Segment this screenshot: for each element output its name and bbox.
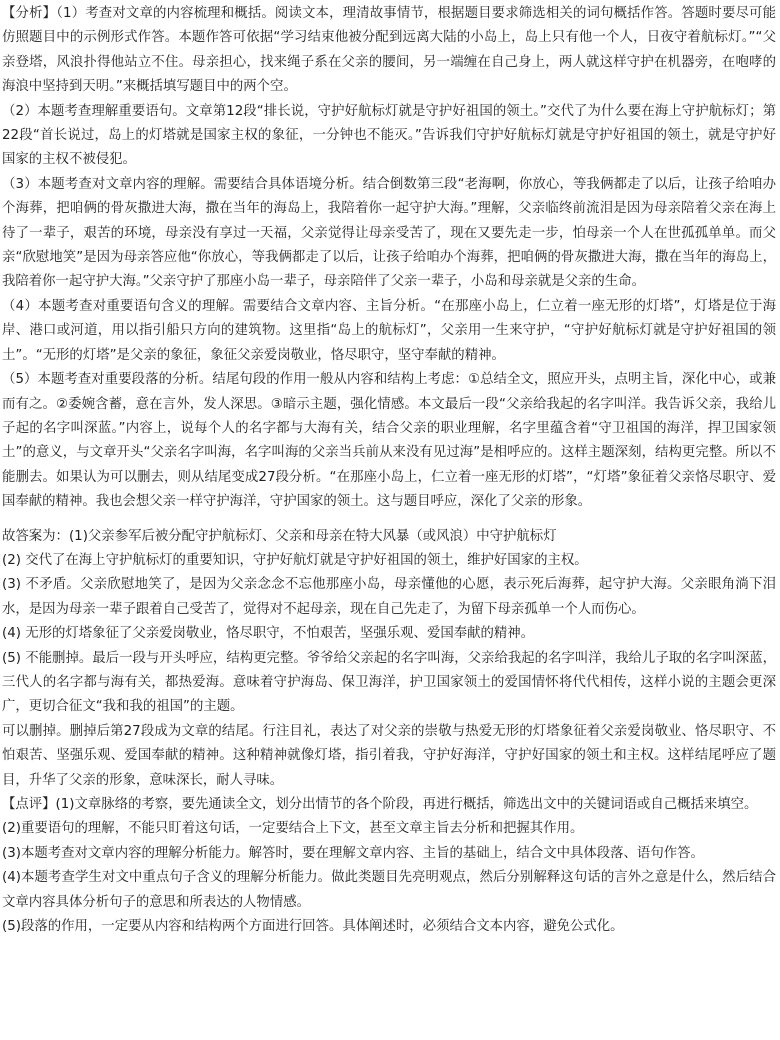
- analysis-paragraph-4: （4）本题考查对重要语句含义的理解。需要结合文章内容、主旨分析。“在那座小岛上，仁立着一座无形的灯塔”，灯塔是位于海岸、港口或河道，用以指引船只方向的建筑物。这里指“岛上的航标灯”，父亲用一生来守护，“守护好航标灯就是守护好祖国的领土”。“无形的灯塔”是父亲的象征，象征父亲爱岗敬业，恪尽职守，坚守奉献的精神。: [2, 298, 776, 363]
- comment-item-2: (2)重要语句的理解，不能只盯着这句话，一定要结合上下文，甚至文章主旨去分析和把握其作用。: [2, 821, 584, 837]
- comment-item-5: (5)段落的作用，一定要从内容和结构两个方面进行回答。具体阐述时，必须结合文本内容，避免公式化。: [2, 919, 624, 935]
- answer-item-3: (3) 不矛盾。父亲欣慰地笑了，是因为父亲念念不忘他那座小岛，母亲懂他的心愿，表示死后海葬，起守护大海。父亲眼角淌下泪水，是因为母亲一辈子跟着自己受苦了，觉得对不起母亲，现在自己先走了，为留下母亲孤单一个人而伤心。: [2, 577, 776, 617]
- analysis-section: [2, 2, 776, 515]
- analysis-paragraph-3: （3）本题考查对文章内容的理解。需要结合具体语境分析。结合倒数第三段“老海啊，你放心，等我俩都走了以后，让孩子给咱办个海葬，把咱俩的骨灰撒进大海，撒在当年的海岛上，我陪着你一起守护大海。”理解，父亲临终前流泪是因为母亲陪着父亲在海上待了一辈子，艰苦的环境，母亲没有享过一天福，父亲觉得让母亲受苦了，现在又要先走一步，怕母亲一个人在世孤孤单单。而父亲“欣慰地笑”是因为母亲答应他“你放心，等我俩都走了以后，让孩子给咱办个海葬，把咱俩的骨灰撒进大海，撒在当年的海岛上，我陪着你一起守护大海。”父亲守护了那座小岛一辈子，母亲陪伴了父亲一辈子，小岛和母亲就是父亲的生命。: [2, 176, 776, 290]
- analysis-paragraph-1: 【分析】（1）考查对文章的内容梳理和概括。阅读文本，理清故事情节，根据题目要求筛选相关的词句概括作答。答题时要尽可能仿照题目中的示例形式作答。本题作答可依据“学习结束他被分配到远离大陆的小岛上，岛上只有他一个人，日夜守着航标灯。”“父亲登塔，风浪扑得他站立不住。母亲担心，找来绳子系在父亲的腰间，另一端缠在自己身上，两人就这样守护在机器旁，在咆哮的海浪中坚持到天明。”来概括填写题目中的两个空。: [2, 6, 776, 95]
- answer-intro: 故答案为：(1)父亲参军后被分配守护航标灯、父亲和母亲在特大风暴（或风浪）中守护航标灯: [2, 528, 557, 544]
- answer-alternative: 可以删掉。删掉后第27段成为文章的结尾。行注目礼，表达了对父亲的崇敬与热爱无形的灯塔象征着父亲爱岗敬业、恪尽职守、不怕艰苦、坚强乐观、爱国奉献的精神。这种精神就像灯塔，指引着我，守护好海洋，守护好国家的领土和主权。这样结尾呼应了题目，升华了父亲的形象，意味深长，耐人寻味。: [2, 723, 776, 788]
- answer-item-5: (5) 不能删掉。最后一段与开头呼应，结构更完整。爷爷给父亲起的名字叫海，父亲给我起的名字叫洋，我给儿子取的名字叫深蓝，三代人的名字都与海有关，都热爱海。意味着守护海岛、保卫海洋，护卫国家领土的爱国情怀将代代相传，这样小说的主题会更深广，更切合征文“我和我的祖国”的主题。: [2, 650, 776, 715]
- comment-item-4: (4)本题考查学生对文中重点句子含义的理解分析能力。做此类题目先亮明观点，然后分别解释这句话的言外之意是什么，然后结合文章内容具体分析句子的意思和所表达的人物情感。: [2, 870, 776, 910]
- answers-section: [2, 525, 776, 793]
- comment-item-1: 【点评】(1)文章脉络的考察，要先通读全文，划分出情节的各个阶段，再进行概括，筛选出文中的关键词语或自己概括来填空。: [2, 797, 758, 812]
- answer-item-2: (2) 交代了在海上守护航标灯的重要知识，守护好航灯就是守护好祖国的领土，维护好国家的主权。: [2, 552, 588, 568]
- answer-item-4: (4) 无形的灯塔象征了父亲爱岗敬业，恪尽职守，不怕艰苦，坚强乐观、爱国奉献的精神。: [2, 626, 535, 642]
- analysis-paragraph-5: （5）本题考查对重要段落的分析。结尾句段的作用一般从内容和结构上考虑：①总结全文，照应开头，点明主旨，深化中心，或兼而有之。②委婉含蓄，意在言外，发人深思。③暗示主题，强化情感。本文最后一段“父亲给我起的名字叫洋。我告诉父亲，我给儿子起的名字叫深蓝。”内容上，说每个人的名字都与大海有关，结合父亲的职业理解，名字里蕴含着“守卫祖国的海洋，捍卫国家领土”的意义，与文章开头“父亲名字叫海，名字叫海的父亲当兵前从来没有见过海”是相呼应的。这样主题深刻，结构更完整。所以不能删去。如果认为可以删去，则从结尾变成27段分析。“在那座小岛上，仁立着一座无形的灯塔”，“灯塔”象征着父亲恪尽职守、爱国奉献的精神。我也会想父亲一样守护海洋，守护国家的领土。这与题目呼应，深化了父亲的形象。: [2, 372, 776, 510]
- comment-section: [2, 793, 776, 939]
- comment-item-3: (3)本题考查对文章内容的理解分析能力。解答时，要在理解文章内容、主旨的基础上，结合文中具体段落、语句作答。: [2, 845, 704, 861]
- analysis-paragraph-2: （2）本题考查理解重要语句。文章第12段“排长说，守护好航标灯就是守护好祖国的领土。”交代了为什么要在海上守护航标灯；第22段“首长说过，岛上的灯塔就是国家主权的象征，一分钟也不能灭。”告诉我们守护好航标灯就是守护好祖国的领土，就是守护好国家的主权不被侵犯。: [2, 103, 776, 168]
